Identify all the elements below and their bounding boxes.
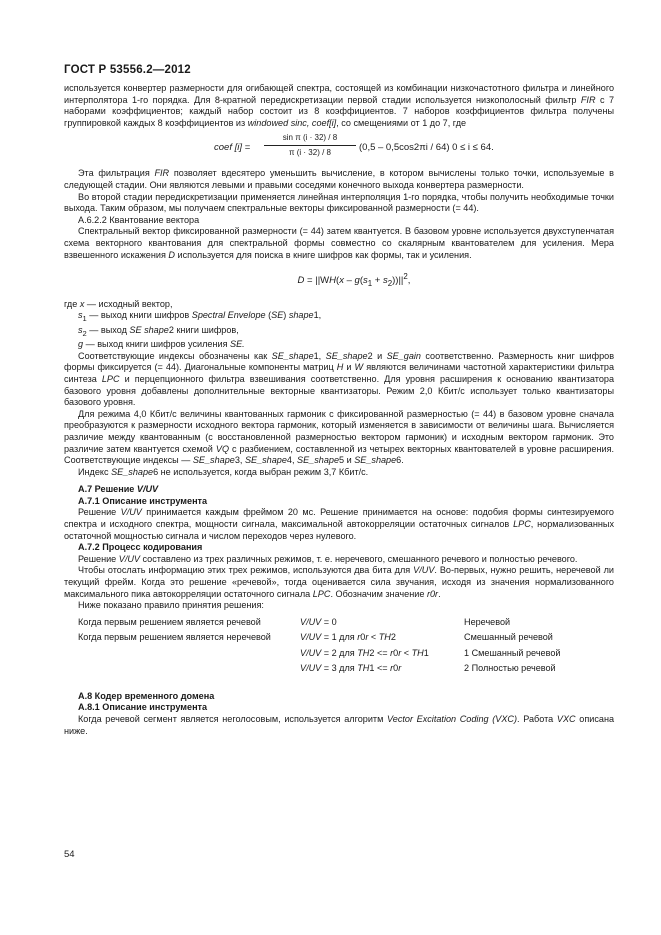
paragraph: Решение V/UV составлено из трех различных режимов, т. е. неречевого, смешанного речевого и полностью речевого.	[78, 553, 578, 564]
table-row: Когда первым решением является речевой V/UV = 0 Неречевой	[78, 616, 511, 627]
paragraph: Во второй стадии передискретизации применяется линейная интерполяция 1-го порядка, чтобы получить необходимые точки выхода. Таким образом, мы получаем спектральные векторы фиксированной размерности (= 44).	[64, 191, 614, 214]
formula-distortion: $D = ||WH(x - g(s_1 + s_2))||^2$,	[297, 272, 411, 289]
list-item: g — выход книги шифров усиления SE.	[78, 339, 245, 350]
section-heading: А.7.2 Процесс кодирования	[78, 542, 203, 553]
document-header: ГОСТ Р 53556.2—2012	[64, 64, 191, 76]
paragraph: Ниже показано правило принятия решения:	[78, 600, 264, 611]
definition-list	[64, 299, 614, 351]
paragraph: Решение V/UV принимается каждым фреймом 20 мс. Решение принимается на основе: подобия формы синтезируемого спектра и исходного спектра, мощности сигнала, максимальной автокорреляции остаточных сигналов LPC, нормализованных остаточной мощностью сигнала и числом переходов через нулевого.	[64, 507, 614, 541]
paragraph: Эта фильтрация FIR позволяет вдесятеро уменьшить вычисление, в котором вычислены только точки, используемые в следующей стадии. Они являются левыми и правыми соседями конечного выхода конвертера размерности.	[64, 168, 615, 190]
page-body	[64, 83, 614, 737]
table-row: V/UV = 2 для TH2 <= r0r < TH1 1 Смешанный речевой	[300, 647, 561, 658]
section-heading: А.8 Кодер временного домена	[78, 690, 215, 701]
table-row: V/UV = 3 для TH1 <= r0r 2 Полностью речевой	[300, 663, 556, 674]
paragraph: Когда речевой сегмент является неголосовым, используется алгоритм Vector Excitation Coding (VXC). Работа VXC описана ниже.	[64, 714, 615, 736]
paragraph: Для режима 4,0 Кбит/с величины квантованных гармоник с фиксированной размерностью (= 44) в базовом уровне сначала преобразуются к размерности исходного вектора гармоник, который изменяется в зависимости от величины шага. Вычисляется различие между квантованным (с восстановленной размерностью вектором гармоник) и исходным вектором гармоник. Это различие затем квантуется схемой VQ с разбиением, составленной из четырех векторных квантователей в уровне расширения. Соответствующие индексы — SE_shape3, SE_shape4, SE_shape5 и SE_shape6.	[64, 408, 615, 466]
paragraph: используется конвертер размерности для огибающей спектра, состоящей из комбинации низкочастотного фильтра и линейного интерполятора 1-го порядка. Для 8-кратной передискретизации первой стадии используется низкополосный фильтр FIR с 7 наборами коэффициентов; каждый набор состоит из 8 коэффициентов. 7 наборов коэффициентов фильтра получены группировкой каждых 8 коэффициентов из windowed sinc, coef[i], со смещениями от 1 до 7, где	[64, 83, 615, 128]
page-number: 54	[64, 849, 75, 860]
list-item: $s_2$ — выход SE shape2 книги шифров,	[78, 324, 239, 338]
paragraph: Соответствующие индексы обозначены как SE_shape1, SE_shape2 и SE_gain соответственно. Размерность книг шифров формы фиксируется (= 44). Диагональные компоненты матриц H и W являются величинами частотной характеристики фильтра синтеза LPC и перцепционного фильтра взвешивания соответственно. Для уровня расширения к основанию квантизатора базового уровня добавлены дополнительные векторные квантизаторы. Режим 2,0 Кбит/с использует только квантизаторы базового уровня.	[64, 350, 615, 408]
section-heading: А.7.1 Описание инструмента	[78, 495, 208, 506]
table-row: Когда первым решением является неречевой V/UV = 1 для r0r < TH2 Смешанный речевой	[78, 632, 553, 643]
formula-fraction: $\frac{\text{sin π (i · 32) / 8}}{\pi (i \cdot 32) / 8}$	[264, 132, 356, 158]
paragraph: Чтобы отослать информацию этих трех режимов, используются два бита для V/UV. Во-первых, нужно решить, неречевой ли текущий фрейм. Когда это решение «речевой», тогда оценивается сила звучания, исходя из значения нормализованного максимального пика автокорреляции остаточного сигнала LPC. Обозначим значение r0r.	[64, 565, 615, 599]
formula-coef: coef [i] = $\frac{\text{sin π (i · 32) / 8}}{\pi (i \cdot 32) / 8}$ (0,5 – 0,5cos2πi / 64) 0 ≤ i ≤ 64.	[214, 133, 494, 157]
decision-rules-table	[78, 617, 560, 679]
list-item: $s_1$ — выход книги шифров Spectral Envelope (SE) shape1,	[78, 310, 322, 324]
paragraph: Спектральный вектор фиксированной размерности (= 44) затем квантуется. В базовом уровне используется двухступенчатая схема векторного квантования для спектральной формы совместно со скалярным квантователем для усиления. Мера взвешенного искажения D используется для поиска в книге шифров как формы, так и усиления.	[64, 226, 614, 260]
paragraph: Индекс SE_shape6 не используется, когда выбран режим 3,7 Кбит/с.	[78, 466, 369, 477]
section-heading: А.8.1 Описание инструмента	[78, 702, 208, 713]
section-heading: А.6.2.2 Квантование вектора	[78, 214, 200, 225]
list-item: где x — исходный вектор,	[64, 298, 173, 309]
section-heading: А.7 Решение V/UV	[78, 484, 159, 495]
